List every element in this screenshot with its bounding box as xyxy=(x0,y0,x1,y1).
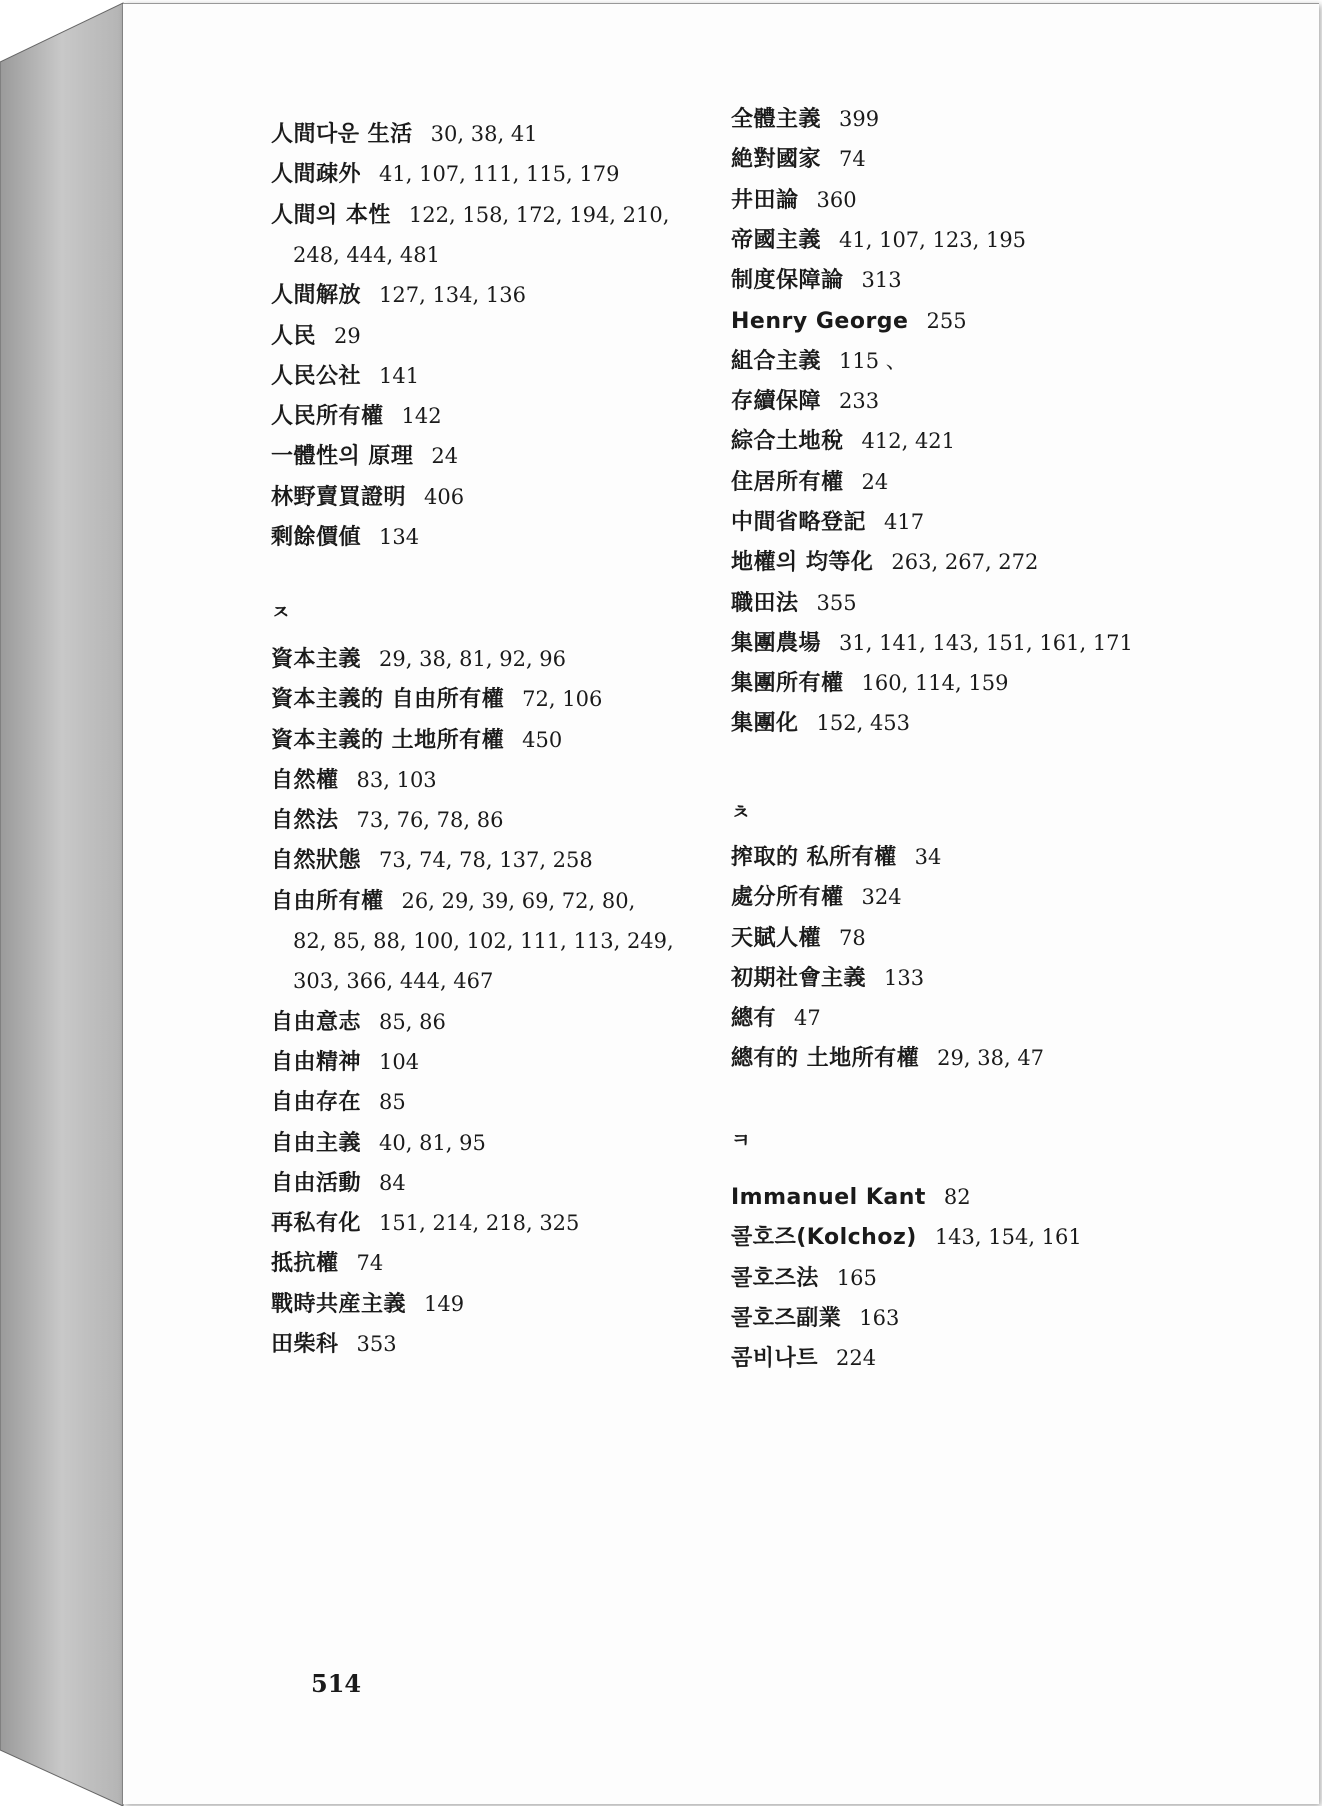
index-pages: 324 xyxy=(861,885,902,909)
index-term: 自然狀態 xyxy=(271,848,362,873)
index-pages: 163 xyxy=(859,1306,900,1330)
index-term: 剩餘價値 xyxy=(271,525,362,550)
index-entry xyxy=(271,1248,383,1279)
index-term: 天賦人權 xyxy=(731,926,822,951)
index-pages: 142 xyxy=(401,404,442,428)
index-page xyxy=(123,3,1319,1804)
index-term: 組合主義 xyxy=(731,349,822,374)
index-entry xyxy=(271,644,566,675)
index-term: 集團農場 xyxy=(731,631,822,656)
index-pages: 151, 214, 218, 325 xyxy=(379,1211,580,1235)
index-pages: 165 xyxy=(836,1266,877,1290)
index-pages: 233 xyxy=(839,389,880,413)
index-entry xyxy=(271,1128,486,1159)
index-entry xyxy=(731,1182,971,1213)
index-term: 資本主義 xyxy=(271,647,362,672)
index-pages: 450 xyxy=(522,728,563,752)
index-term: 中間省略登記 xyxy=(731,510,867,535)
index-pages: 40, 81, 95 xyxy=(379,1131,486,1155)
index-entry xyxy=(271,1289,464,1320)
index-term: 全體主義 xyxy=(731,107,822,132)
page-number: 514 xyxy=(311,1669,362,1698)
index-term: 抵抗權 xyxy=(271,1251,339,1276)
index-entry xyxy=(271,1007,446,1038)
index-entry xyxy=(731,923,866,954)
index-pages: 26, 29, 39, 69, 72, 80, xyxy=(401,889,636,913)
index-term: 콜호즈(Kolchoz) xyxy=(731,1225,917,1250)
index-pages: 160, 114, 159 xyxy=(861,671,1009,695)
index-term: 總有的 土地所有權 xyxy=(731,1046,920,1071)
index-pages: 406 xyxy=(424,485,465,509)
index-pages: 255 xyxy=(926,309,967,333)
index-pages: 82 xyxy=(943,1185,971,1209)
index-term: 綜合土地稅 xyxy=(731,429,844,454)
index-entry xyxy=(731,628,1133,659)
index-pages: 85 xyxy=(379,1090,406,1114)
index-entry xyxy=(271,1047,419,1078)
index-term: 林野賣買證明 xyxy=(271,485,407,510)
index-entry xyxy=(271,361,419,392)
index-pages: 115 、 xyxy=(839,349,907,373)
index-entry xyxy=(731,426,955,457)
index-pages: 34 xyxy=(914,845,942,869)
index-pages: 29, 38, 47 xyxy=(937,1046,1045,1070)
index-entry xyxy=(271,401,442,432)
index-term: 住居所有權 xyxy=(731,470,844,495)
index-entry xyxy=(271,321,361,352)
index-entry xyxy=(271,119,538,150)
index-entry xyxy=(731,668,1008,699)
index-entry xyxy=(731,467,888,498)
index-entry xyxy=(731,104,879,135)
index-entry xyxy=(731,346,907,377)
index-pages: 73, 76, 78, 86 xyxy=(356,808,504,832)
index-pages: 104 xyxy=(379,1050,420,1074)
index-term: 井田論 xyxy=(731,188,799,213)
index-entry xyxy=(731,1263,877,1294)
index-entry xyxy=(271,725,562,756)
index-pages: 313 xyxy=(861,268,902,292)
index-entry xyxy=(731,1003,821,1034)
index-term: 自由精神 xyxy=(271,1050,362,1075)
index-pages: 134 xyxy=(379,525,420,549)
index-pages: 224 xyxy=(836,1346,877,1370)
index-term: 一體性의 原理 xyxy=(271,444,414,469)
index-pages: 72, 106 xyxy=(522,687,603,711)
index-entry xyxy=(271,1087,406,1118)
index-pages: 355 xyxy=(816,591,857,615)
index-entry xyxy=(731,547,1038,578)
index-entry xyxy=(271,482,464,513)
index-term: 自由存在 xyxy=(271,1090,362,1115)
index-term: 存續保障 xyxy=(731,389,822,414)
index-term: 自由活動 xyxy=(271,1171,362,1196)
index-pages: 248, 444, 481 xyxy=(293,243,440,267)
index-term: 自由所有權 xyxy=(271,889,384,914)
index-term: 人間疎外 xyxy=(271,162,362,187)
index-term: 人民 xyxy=(271,324,317,349)
index-pages: 417 xyxy=(884,510,925,534)
index-pages: 30, 38, 41 xyxy=(430,122,538,146)
index-pages: 73, 74, 78, 137, 258 xyxy=(379,848,593,872)
index-pages: 412, 421 xyxy=(861,429,956,453)
index-pages: 29, 38, 81, 92, 96 xyxy=(379,647,567,671)
index-term: 絶對國家 xyxy=(731,147,822,172)
index-pages: 353 xyxy=(356,1332,397,1356)
index-entry xyxy=(731,306,967,337)
index-term: 地權의 均等化 xyxy=(731,550,874,575)
index-pages: 141 xyxy=(379,364,420,388)
index-term: 初期社會主義 xyxy=(731,966,867,991)
index-entry xyxy=(731,882,902,913)
index-term: 人民公社 xyxy=(271,364,362,389)
index-term: 콜호즈法 xyxy=(731,1266,819,1291)
index-pages: 263, 267, 272 xyxy=(891,550,1039,574)
index-term: 自由意志 xyxy=(271,1010,362,1035)
index-term: 人間다운 生活 xyxy=(271,122,413,147)
index-term: 人間의 本性 xyxy=(271,203,391,228)
index-pages: 399 xyxy=(839,107,880,131)
index-pages: 78 xyxy=(839,926,866,950)
index-pages: 84 xyxy=(379,1171,406,1195)
index-entry xyxy=(731,963,924,994)
index-entry xyxy=(731,144,866,175)
index-entry xyxy=(271,845,593,876)
index-entry xyxy=(271,805,503,836)
index-entry xyxy=(731,1222,1082,1253)
index-pages: 122, 158, 172, 194, 210, xyxy=(408,203,670,227)
index-entry-continuation xyxy=(293,966,493,997)
index-pages: 152, 453 xyxy=(816,711,911,735)
index-term: 資本主義的 自由所有權 xyxy=(271,687,505,712)
index-term: 集團所有權 xyxy=(731,671,844,696)
section-header: ㅊ xyxy=(731,800,751,824)
index-term: Immanuel Kant xyxy=(731,1185,926,1210)
index-term: 自由主義 xyxy=(271,1131,362,1156)
index-pages: 29 xyxy=(334,324,361,348)
index-pages: 74 xyxy=(839,147,866,171)
index-entry xyxy=(731,1043,1044,1074)
index-term: 再私有化 xyxy=(271,1211,362,1236)
index-pages: 24 xyxy=(861,470,889,494)
index-pages: 149 xyxy=(424,1292,465,1316)
index-pages: 127, 134, 136 xyxy=(379,283,526,307)
index-term: 制度保障論 xyxy=(731,268,844,293)
index-term: 自然權 xyxy=(271,768,339,793)
index-entry xyxy=(731,386,879,417)
index-pages: 41, 107, 123, 195 xyxy=(839,228,1027,252)
index-pages: 143, 154, 161 xyxy=(934,1225,1082,1249)
index-entry xyxy=(271,441,458,472)
index-term: 自然法 xyxy=(271,808,339,833)
index-entry-continuation xyxy=(293,240,440,271)
index-term: 콤비나트 xyxy=(731,1346,819,1371)
index-entry xyxy=(731,708,910,739)
index-entry xyxy=(731,842,941,873)
index-entry xyxy=(271,200,669,231)
index-pages: 31, 141, 143, 151, 161, 171 xyxy=(839,631,1133,655)
section-header: ㅈ xyxy=(271,600,291,624)
index-entry xyxy=(731,265,902,296)
index-entry-continuation xyxy=(293,926,674,957)
index-pages: 83, 103 xyxy=(356,768,437,792)
index-term: 콜호즈副業 xyxy=(731,1306,842,1331)
index-entry xyxy=(731,225,1026,256)
index-pages: 24 xyxy=(431,444,459,468)
index-entry xyxy=(271,1208,579,1239)
index-entry xyxy=(271,280,526,311)
index-term: 田柴科 xyxy=(271,1332,339,1357)
index-pages: 133 xyxy=(884,966,925,990)
index-pages: 360 xyxy=(816,188,857,212)
index-term: 總有 xyxy=(731,1006,777,1031)
index-term: 人民所有權 xyxy=(271,404,384,429)
index-term: 職田法 xyxy=(731,591,799,616)
index-pages: 74 xyxy=(356,1251,384,1275)
section-header: ㅋ xyxy=(731,1128,751,1152)
index-term: 帝國主義 xyxy=(731,228,822,253)
index-pages: 85, 86 xyxy=(379,1010,446,1034)
index-term: 搾取的 私所有權 xyxy=(731,845,897,870)
index-entry xyxy=(271,765,437,796)
index-entry xyxy=(271,684,602,715)
index-pages: 82, 85, 88, 100, 102, 111, 113, 249, xyxy=(293,929,674,953)
index-entry xyxy=(731,507,924,538)
index-entry xyxy=(271,886,635,917)
index-entry xyxy=(731,588,857,619)
index-pages: 47 xyxy=(794,1006,821,1030)
index-entry xyxy=(731,1303,899,1334)
index-entry xyxy=(271,159,619,190)
index-term: 資本主義的 土地所有權 xyxy=(271,728,505,753)
index-entry xyxy=(731,185,857,216)
index-entry xyxy=(731,1343,876,1374)
index-pages: 41, 107, 111, 115, 179 xyxy=(379,162,620,186)
index-entry xyxy=(271,1168,406,1199)
index-term: 集團化 xyxy=(731,711,799,736)
index-term: 戰時共産主義 xyxy=(271,1292,407,1317)
index-entry xyxy=(271,522,419,553)
index-pages: 303, 366, 444, 467 xyxy=(293,969,494,993)
index-term: Henry George xyxy=(731,309,909,334)
index-term: 處分所有權 xyxy=(731,885,844,910)
index-term: 人間解放 xyxy=(271,283,362,308)
index-entry xyxy=(271,1329,397,1360)
